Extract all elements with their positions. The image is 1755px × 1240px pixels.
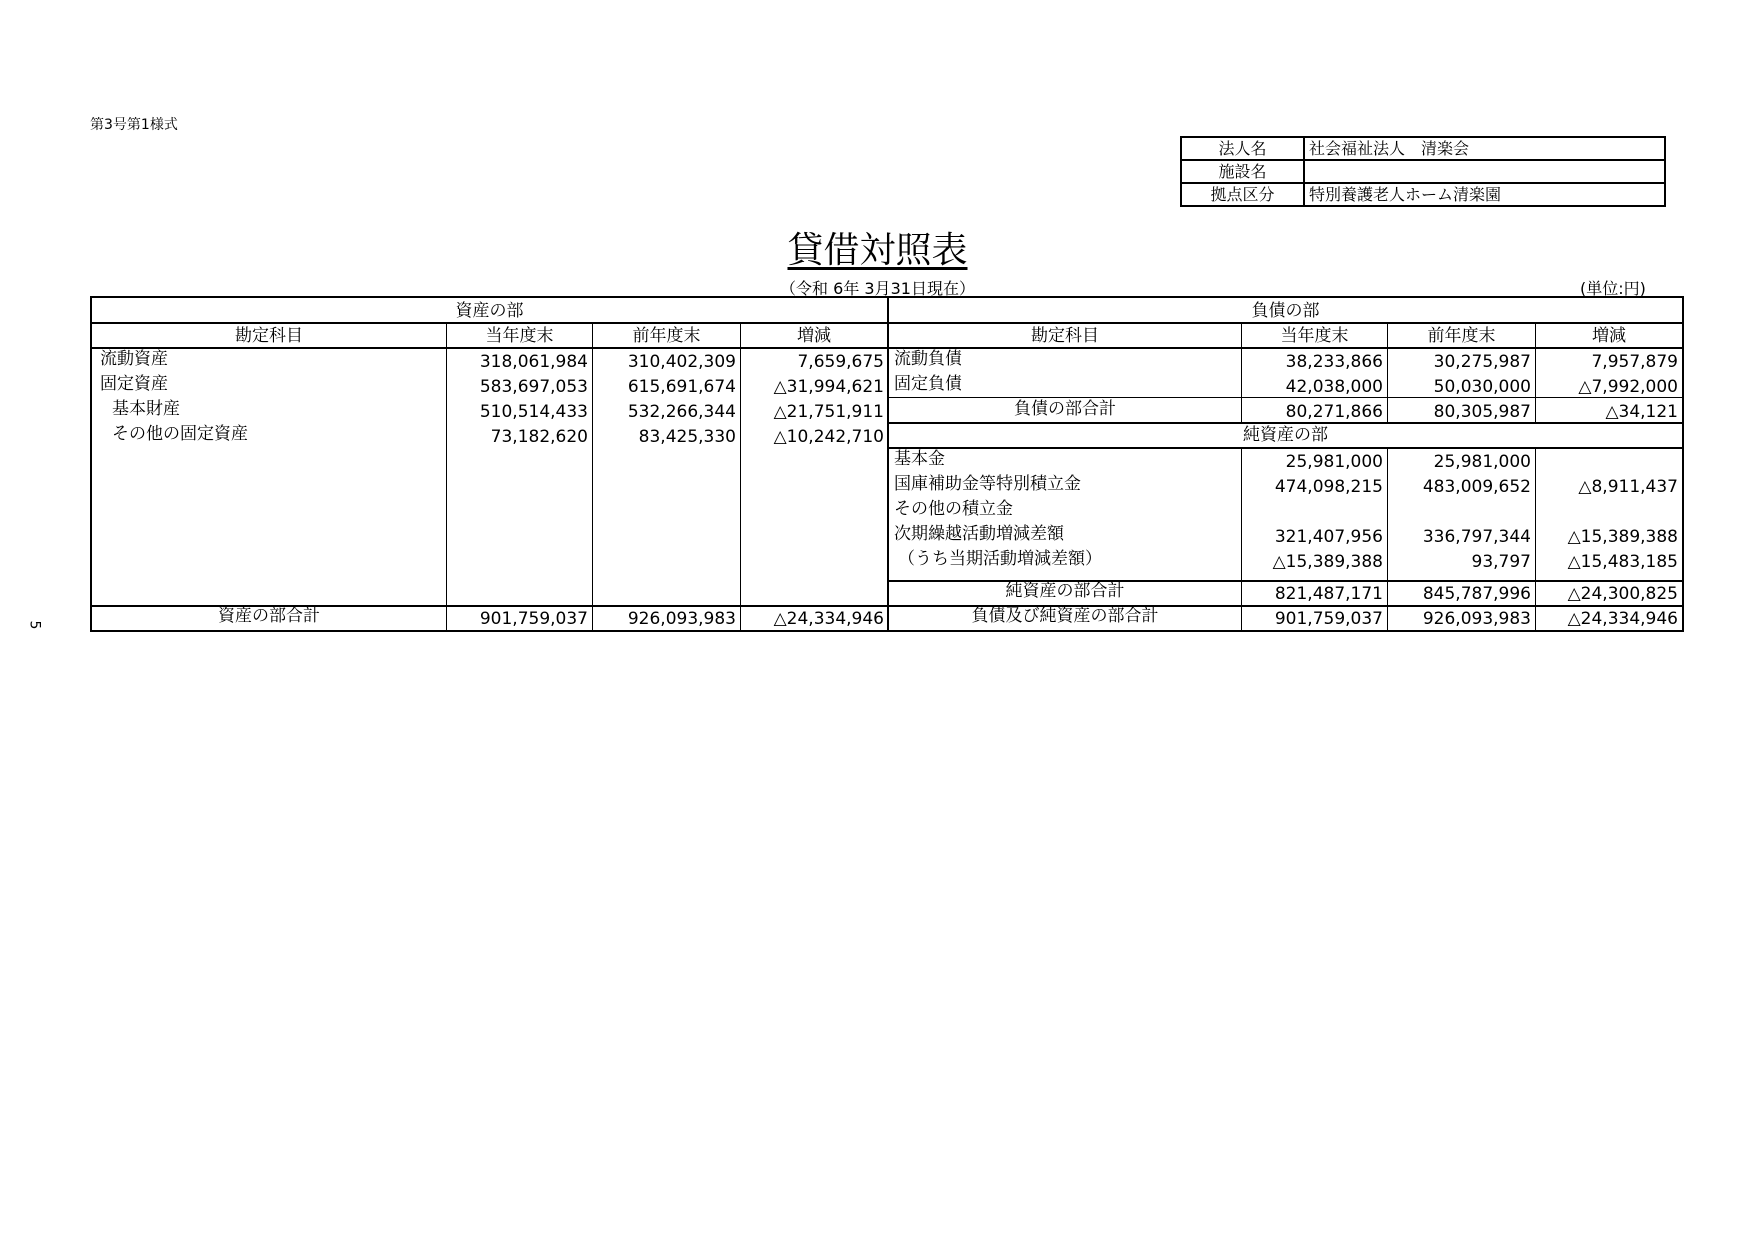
liability-previous: 50,030,000 [1433, 377, 1531, 397]
liabilities-subtotal-label: 負債の部合計 [1014, 399, 1116, 419]
liability-current: 38,233,866 [1285, 352, 1383, 372]
document-title-wrap [0, 222, 1755, 273]
info-value: 特別養護老人ホーム清楽園 [1304, 183, 1665, 206]
info-value [1304, 160, 1665, 183]
balance-sheet [90, 296, 1684, 632]
info-row-corporation [1181, 137, 1665, 160]
asset-current: 583,697,053 [479, 377, 588, 397]
liability-name: 固定負債 [894, 374, 962, 394]
page-number: 5 [26, 620, 43, 630]
info-row-facility [1181, 160, 1665, 183]
liability-change: 7,957,879 [1591, 352, 1678, 372]
liability-current: 42,038,000 [1285, 377, 1383, 397]
assets-total-previous: 926,093,983 [627, 609, 736, 629]
liabilities-subtotal-change: △34,121 [1605, 402, 1678, 422]
liabilities-subtotal-current: 80,271,866 [1285, 402, 1383, 422]
asset-previous: 615,691,674 [627, 377, 736, 397]
form-number: 第3号第1様式 [90, 117, 178, 133]
document-title: 貸借対照表 [787, 230, 968, 271]
net-assets-section-header: 純資産の部 [1243, 425, 1328, 445]
asset-previous: 310,402,309 [627, 352, 736, 372]
net-asset-previous: 25,981,000 [1433, 452, 1531, 472]
net-assets-subtotal-change: △24,300,825 [1567, 584, 1678, 604]
assets-header-change: 増減 [797, 326, 831, 346]
asset-name: その他の固定資産 [112, 424, 248, 444]
asset-change: 7,659,675 [797, 352, 884, 372]
assets-section-header: 資産の部 [455, 301, 524, 321]
rule [887, 447, 1682, 449]
grand-total-current: 901,759,037 [1274, 609, 1383, 629]
liabilities-header-change: 増減 [1592, 326, 1626, 346]
as-of-date: （令和 6年 3月31日現在） [780, 279, 975, 298]
info-label: 法人名 [1181, 137, 1304, 160]
net-assets-subtotal-previous: 845,787,996 [1422, 584, 1531, 604]
assets-header-previous: 前年度末 [632, 326, 701, 346]
asset-previous: 532,266,344 [627, 402, 736, 422]
info-label: 施設名 [1181, 160, 1304, 183]
liability-name: 流動負債 [894, 349, 962, 369]
info-value: 社会福祉法人 清楽会 [1304, 137, 1665, 160]
net-asset-name: 国庫補助金等特別積立金 [894, 474, 1081, 494]
net-asset-current: △15,389,388 [1272, 552, 1383, 572]
net-asset-current: 321,407,956 [1274, 527, 1383, 547]
grand-total-label: 負債及び純資産の部合計 [971, 606, 1159, 626]
net-asset-current: 474,098,215 [1274, 477, 1383, 497]
liability-change: △7,992,000 [1578, 377, 1678, 397]
net-asset-name: その他の積立金 [894, 499, 1013, 519]
liabilities-header-current: 当年度末 [1280, 326, 1349, 346]
net-asset-name: 次期繰越活動増減差額 [894, 524, 1064, 544]
grand-total-change: △24,334,946 [1567, 609, 1678, 629]
asset-change: △31,994,621 [773, 377, 884, 397]
assets-header-current: 当年度末 [485, 326, 554, 346]
assets-total-change: △24,334,946 [773, 609, 884, 629]
assets-total-label: 資産の部合計 [218, 606, 320, 626]
asset-current: 73,182,620 [490, 427, 588, 447]
net-asset-change: △8,911,437 [1578, 477, 1678, 497]
assets-total-current: 901,759,037 [479, 609, 588, 629]
liability-previous: 30,275,987 [1433, 352, 1531, 372]
net-assets-subtotal-current: 821,487,171 [1274, 584, 1383, 604]
net-asset-previous: 483,009,652 [1422, 477, 1531, 497]
net-asset-previous: 336,797,344 [1422, 527, 1531, 547]
net-asset-change: △15,483,185 [1567, 552, 1678, 572]
asset-name: 流動資産 [100, 349, 168, 369]
net-asset-previous: 93,797 [1471, 552, 1531, 572]
net-assets-subtotal-label: 純資産の部合計 [1005, 581, 1125, 601]
net-asset-name: （うち当期活動増減差額） [898, 549, 1102, 569]
asset-change: △21,751,911 [773, 402, 884, 422]
asset-previous: 83,425,330 [638, 427, 736, 447]
unit-label: (単位:円) [1580, 279, 1646, 298]
liabilities-header-previous: 前年度末 [1427, 326, 1496, 346]
grand-total-previous: 926,093,983 [1422, 609, 1531, 629]
asset-current: 510,514,433 [479, 402, 588, 422]
net-asset-name: 基本金 [894, 449, 945, 469]
asset-current: 318,061,984 [479, 352, 588, 372]
asset-change: △10,242,710 [773, 427, 884, 447]
net-asset-change: △15,389,388 [1567, 527, 1678, 547]
entity-info-table [1180, 136, 1666, 207]
assets-header-account: 勘定科目 [235, 326, 303, 346]
net-asset-current: 25,981,000 [1285, 452, 1383, 472]
liabilities-subtotal-previous: 80,305,987 [1433, 402, 1531, 422]
info-row-base [1181, 183, 1665, 206]
liabilities-header-account: 勘定科目 [1031, 326, 1099, 346]
info-label: 拠点区分 [1181, 183, 1304, 206]
liabilities-section-header: 負債の部 [1251, 301, 1320, 321]
asset-name: 固定資産 [100, 374, 168, 394]
asset-name: 基本財産 [112, 399, 180, 419]
